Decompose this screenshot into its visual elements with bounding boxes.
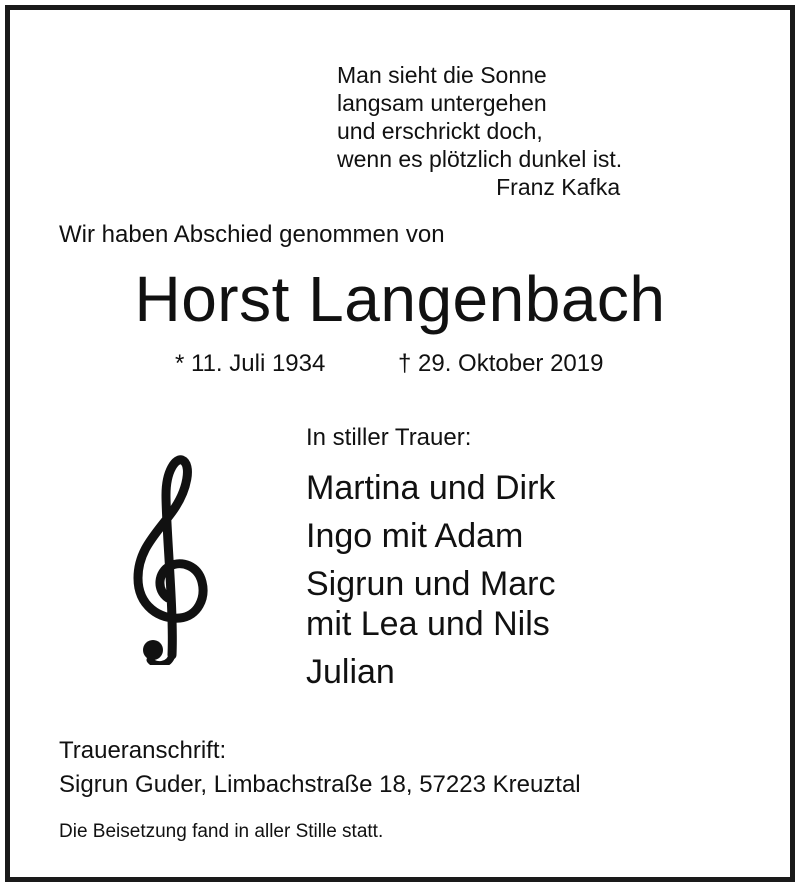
birth-date: * 11. Juli 1934 [175, 350, 326, 377]
mourner-name: Ingo mit Adam [306, 517, 524, 555]
death-date: † 29. Oktober 2019 [398, 350, 604, 377]
quote-author: Franz Kafka [496, 174, 621, 200]
grief-heading: In stiller Trauer: [306, 424, 472, 451]
mourner-name: Martina und Dirk [306, 469, 556, 507]
quote-line: Man sieht die Sonne [337, 62, 547, 88]
kafka-quote [337, 61, 622, 201]
mourner-name: Julian [306, 653, 395, 691]
mourners-list [306, 468, 555, 700]
address-value: Sigrun Guder, Limbachstraße 18, 57223 Kreuztal [59, 771, 581, 798]
obituary-notice [5, 5, 795, 882]
address-label: Traueranschrift: [59, 737, 227, 764]
deceased-name: Horst Langenbach [134, 263, 666, 335]
treble-clef-icon [120, 450, 210, 665]
mourner-name: Sigrun und Marc [306, 565, 556, 603]
quote-line: wenn es plötzlich dunkel ist. [337, 146, 623, 172]
intro-text: Wir haben Abschied genommen von [59, 221, 445, 248]
burial-note: Die Beisetzung fand in aller Stille statt. [59, 821, 384, 842]
quote-line: und erschrickt doch, [337, 118, 543, 144]
mourner-name: mit Lea und Nils [306, 605, 550, 643]
quote-line: langsam untergehen [337, 90, 547, 116]
